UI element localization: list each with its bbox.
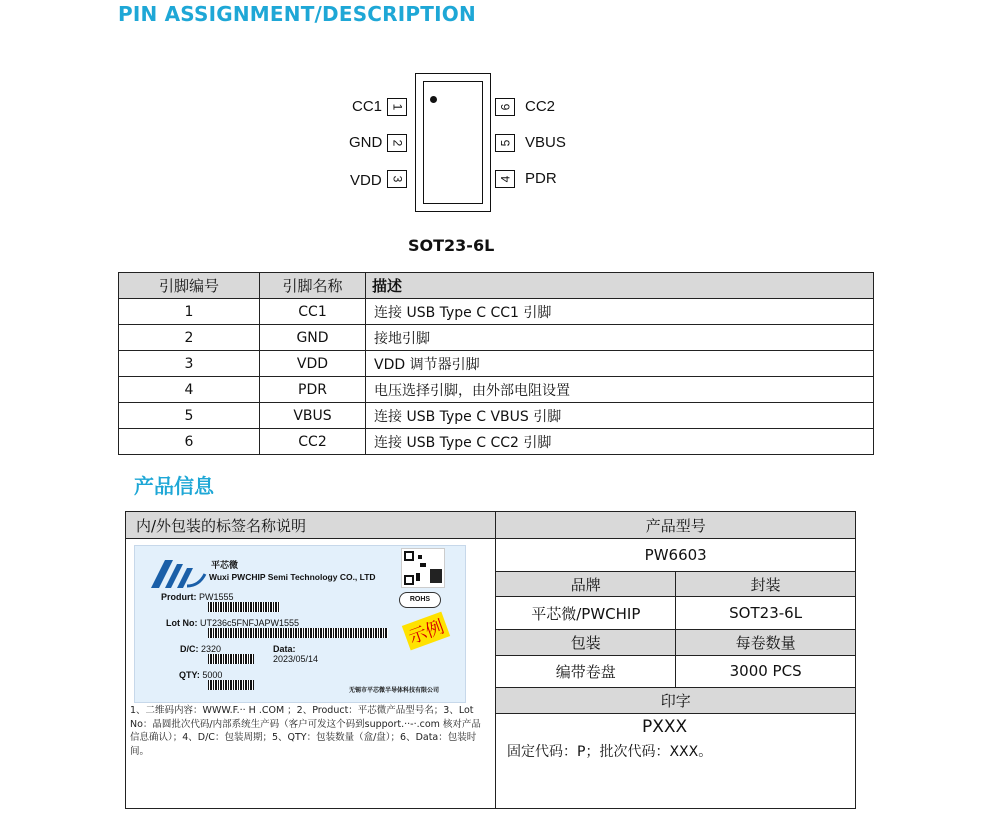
pin-label-vbus: VBUS [525,134,566,151]
cell-pin-name: VBUS [260,403,366,429]
model-header: 产品型号 [496,512,856,539]
pin-label-vdd: VDD [350,172,382,189]
lot-key: Lot No: [166,618,198,628]
cell-pin-number: 3 [119,351,260,377]
cell-pin-number: 2 [119,325,260,351]
pin-label-cc1: CC1 [352,98,383,115]
cell-pin-number: 1 [119,299,260,325]
packing-value: 编带卷盘 [496,655,676,688]
cell-pin-number: 5 [119,403,260,429]
table-row [119,403,874,429]
cell-description: 电压选择引脚，由外部电阻设置 [366,377,874,403]
label-company-en: Wuxi PWCHIP Semi Technology CO., LTD [209,572,376,582]
table-row [119,351,874,377]
cell-description: VDD 调节器引脚 [366,351,874,377]
label-company-cn: 平芯微 [211,561,239,571]
label-dc [180,644,221,654]
pin-label-cc2: CC2 [525,98,556,115]
header-pin-number: 引脚编号 [119,273,260,299]
marking-note: 固定代码：P；批次代码：XXX。 [507,744,713,760]
produrt-value: PW1555 [199,592,234,602]
pin-box-5: 5 [495,134,515,152]
sample-stamp: 示例 [402,612,450,651]
barcode-produrt [208,602,280,612]
label-maker: 无锡市平芯微半导体科技有限公司 [349,687,440,694]
pin-description-table [118,272,874,455]
label-explanation-note: 1、二维码内容：WWW.F.·· H .COM ；2、Product：平芯微产品型号名；3、Lot No：晶圆批次代码/内部系统生产码（客户可发这个码到support.··-·.com 核对产品信息确认）；4、D/C：包装周期；5、QTY：包装数量（盒/盘）；6、Data：包装时间。 [130,705,481,757]
qty-key: QTY: [179,670,200,680]
table-row [119,377,874,403]
barcode-qty [208,680,254,690]
table-row [119,299,874,325]
label-lot [166,618,299,628]
header-pin-name: 引脚名称 [260,273,366,299]
data-value: 2023/05/14 [273,654,319,664]
package-header: 封装 [676,571,856,597]
dc-key: D/C: [180,644,199,654]
rohs-badge: ROHS [399,592,441,608]
cell-pin-name: CC1 [260,299,366,325]
pin1-marker-dot [430,96,437,103]
label-qty [179,670,222,680]
pin-box-3: 3 [387,170,407,188]
marking-code: PXXX [642,717,688,737]
cell-pin-number: 4 [119,377,260,403]
qty-value: 5000 [202,670,223,680]
cell-description: 连接 USB Type C CC1 引脚 [366,299,874,325]
marking-header: 印字 [496,688,856,714]
qty-value: 3000 PCS [676,655,856,688]
product-info-heading: 产品信息 [134,474,214,498]
barcode-lot [208,628,388,638]
cell-pin-number: 6 [119,429,260,455]
package-name: SOT23-6L [408,236,495,255]
table-row [119,325,874,351]
qr-code-icon [401,548,445,588]
lot-value: UT236c5FNFJAPW1555 [200,618,300,628]
package-value: SOT23-6L [676,597,856,630]
cell-pin-name: CC2 [260,429,366,455]
brand-header: 品牌 [496,571,676,597]
cell-pin-name: GND [260,325,366,351]
pin-assignment-heading: PIN ASSIGNMENT/DESCRIPTION [118,2,476,26]
pin-box-4: 4 [495,170,515,188]
pin-box-2: 2 [387,134,407,152]
cell-description: 连接 USB Type C CC2 引脚 [366,429,874,455]
table-row [119,429,874,455]
pwchip-logo-icon [151,556,207,588]
produrt-key: Produrt: [161,592,197,602]
header-description: 描述 [366,273,874,299]
packing-header: 包装 [496,630,676,656]
label-description-header: 内/外包装的标签名称说明 [126,512,496,539]
table-header-row [119,273,874,299]
sot23-package-diagram [340,60,600,220]
pin-box-6: 6 [495,98,515,116]
pin-label-gnd: GND [349,134,383,151]
dc-value: 2320 [201,644,222,654]
label-data [273,644,296,654]
package-label-image [134,545,466,703]
cell-description: 连接 USB Type C VBUS 引脚 [366,403,874,429]
pin-label-pdr: PDR [525,170,557,187]
brand-value: 平芯微/PWCHIP [496,597,676,630]
qty-header: 每卷数量 [676,630,856,656]
data-key: Data: [273,644,296,654]
cell-pin-name: VDD [260,351,366,377]
pin-box-1: 1 [387,98,407,116]
cell-description: 接地引脚 [366,325,874,351]
label-produrt [161,592,234,602]
model-value: PW6603 [496,539,856,572]
barcode-dc [208,654,254,664]
cell-pin-name: PDR [260,377,366,403]
